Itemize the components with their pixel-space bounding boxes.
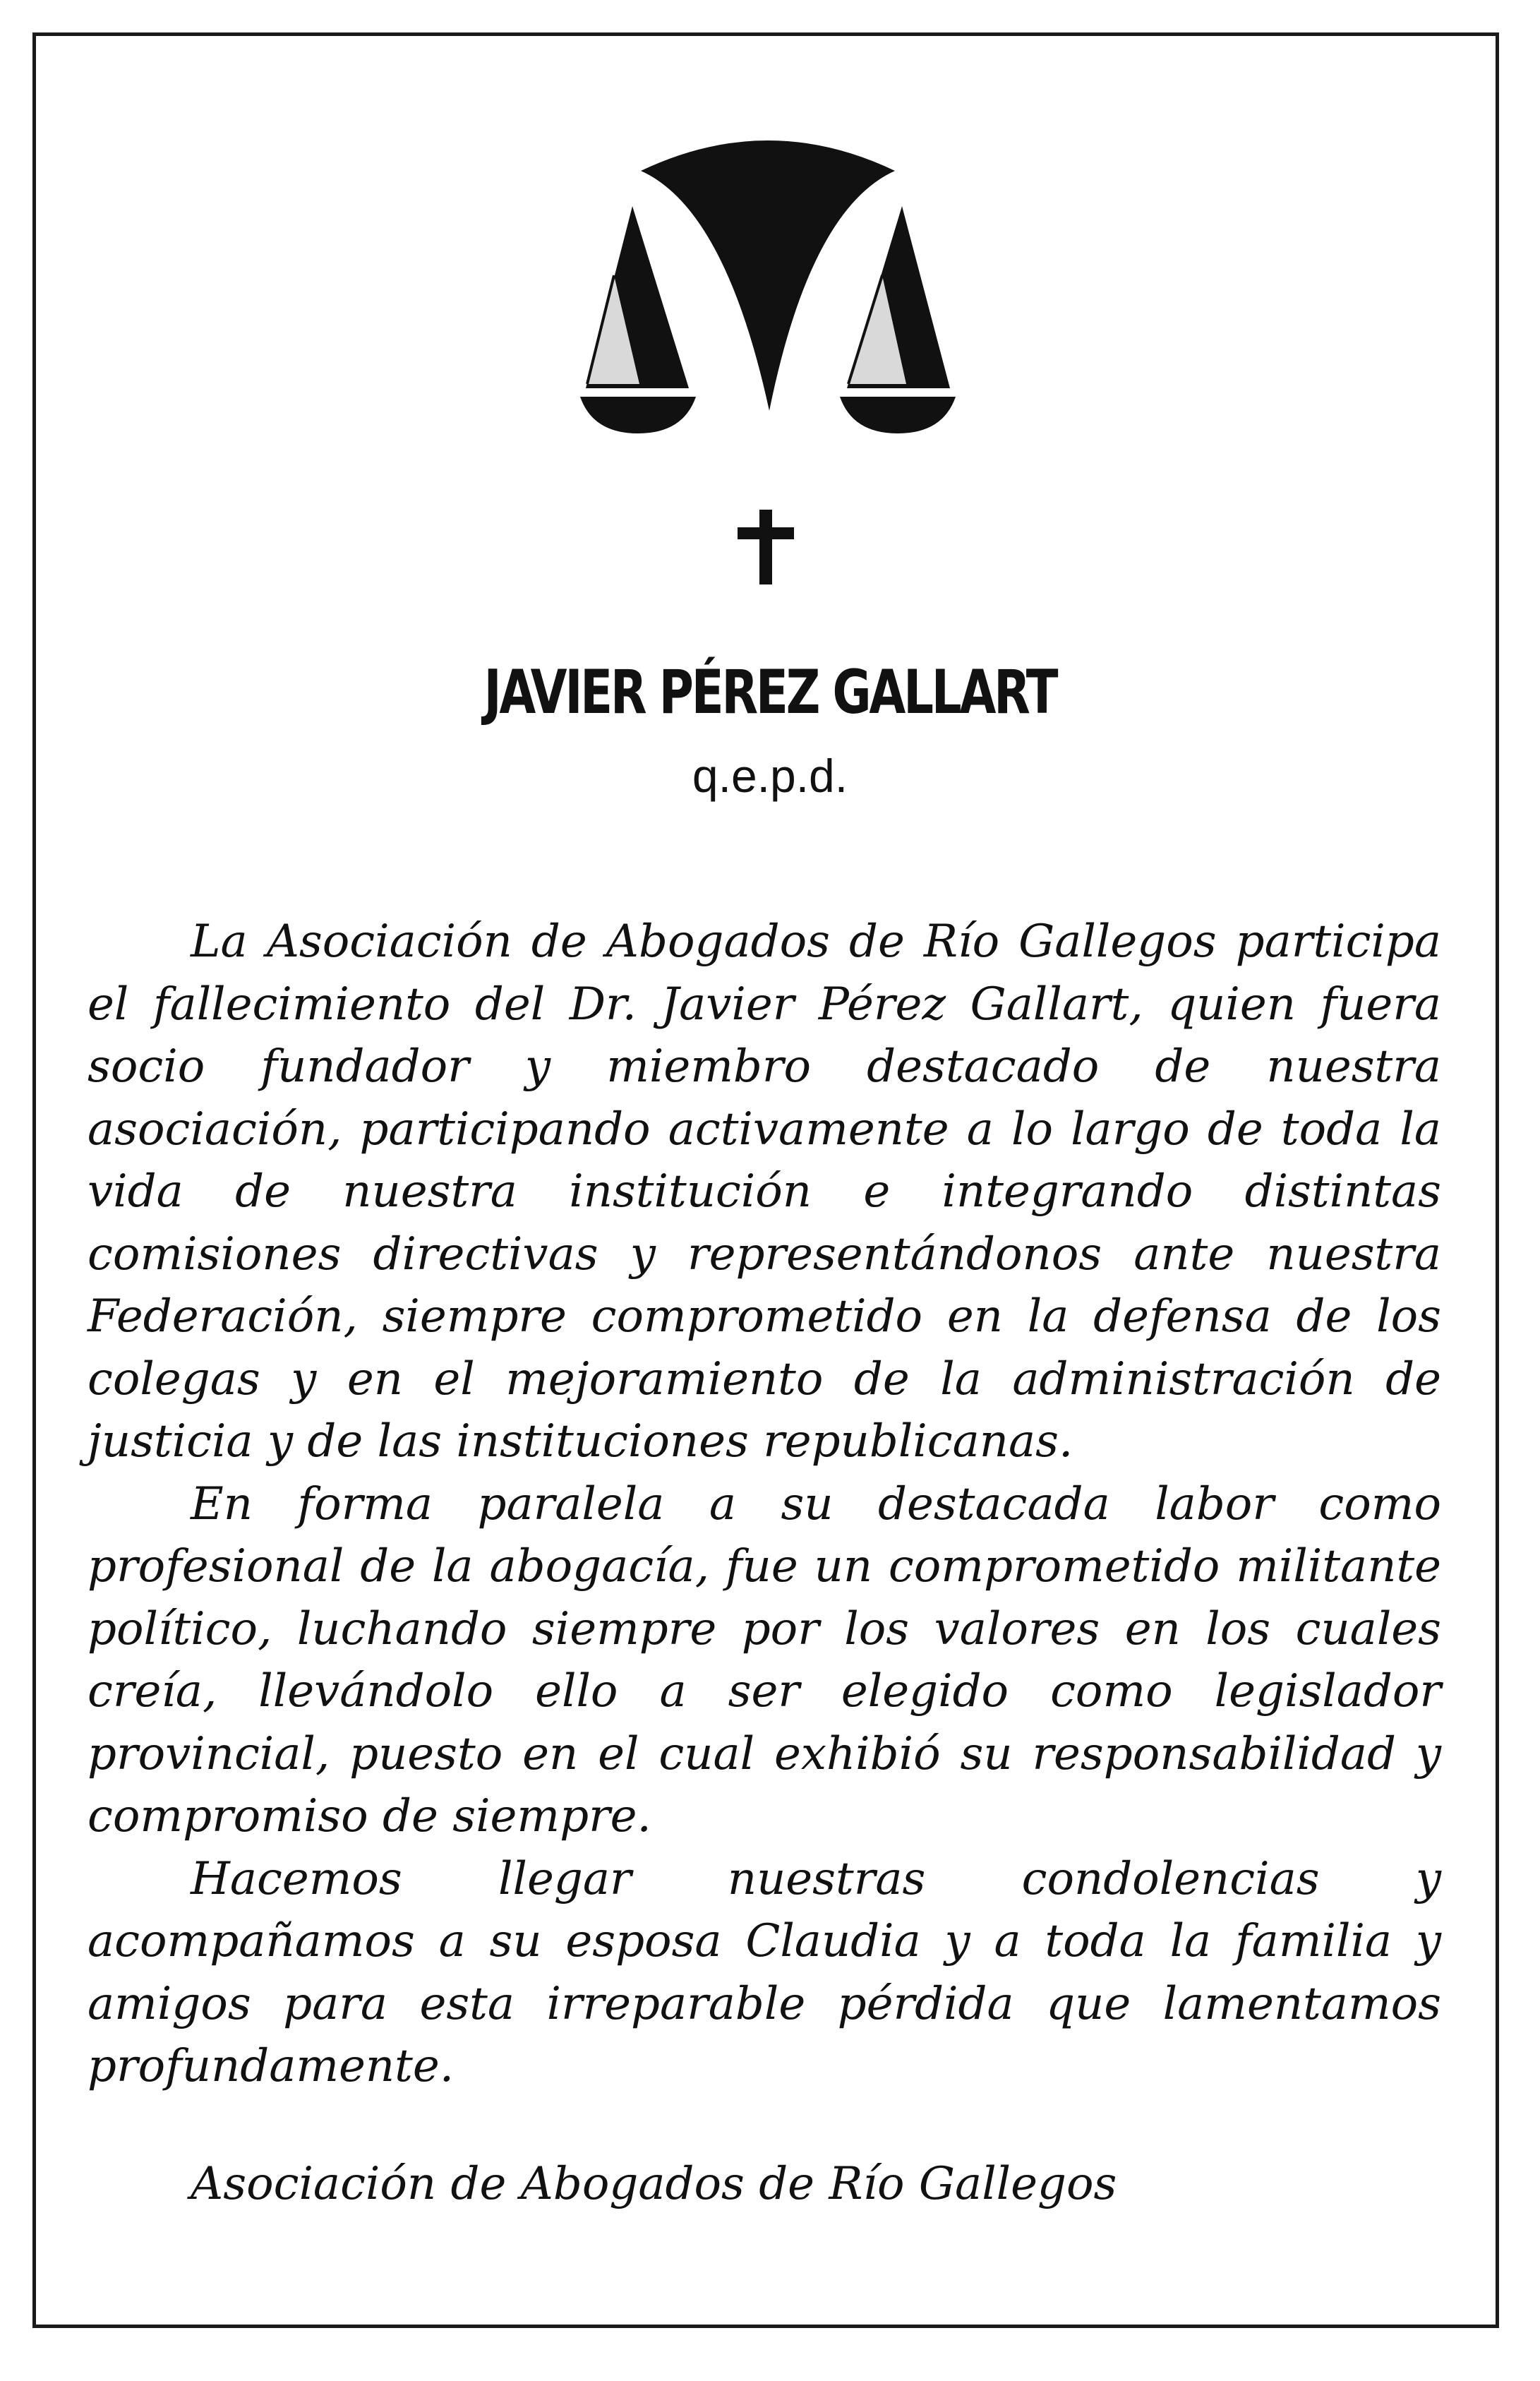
logo-left-pan xyxy=(580,397,696,433)
logo-right-pan xyxy=(840,397,956,433)
scales-of-justice-icon xyxy=(577,131,958,435)
paragraph: En forma paralela a su destacada labor como profesional de la abogacía, fue un comprometido militante político, luchando siempre por los valores en los cuales creía, llevándolo ello a ser elegido como legislador provincial, puesto en el cual exhibió su responsabilidad y compromiso de siempre. xyxy=(88,1477,1441,1842)
notice-body xyxy=(88,911,1441,2098)
signature: Asociación de Abogados de Río Gallegos xyxy=(191,2158,1117,2210)
paragraph: Hacemos llegar nuestras condolencias y acompañamos a su esposa Claudia y a toda la familia y amigos para esta irreparable pérdida que lamentamos profundamente. xyxy=(88,1852,1441,2092)
latin-cross-icon xyxy=(738,510,794,584)
paragraph: La Asociación de Abogados de Río Gallegos participa el fallecimiento del Dr. Javier Pérez Gallart, quien fuera socio fundador y miembro destacado de nuestra asociación, participando activamente a lo largo de toda la vida de nuestra institución e integrando distintas comisiones directivas y representándonos ante nuestra Federación, siempre comprometido en la defensa de los colegas y en el mejoramiento de la administración de justicia y de las instituciones republicanas. xyxy=(88,916,1441,1468)
deceased-name: JAVIER PÉREZ GALLART xyxy=(483,657,1057,728)
honorific: q.e.p.d. xyxy=(692,750,848,802)
